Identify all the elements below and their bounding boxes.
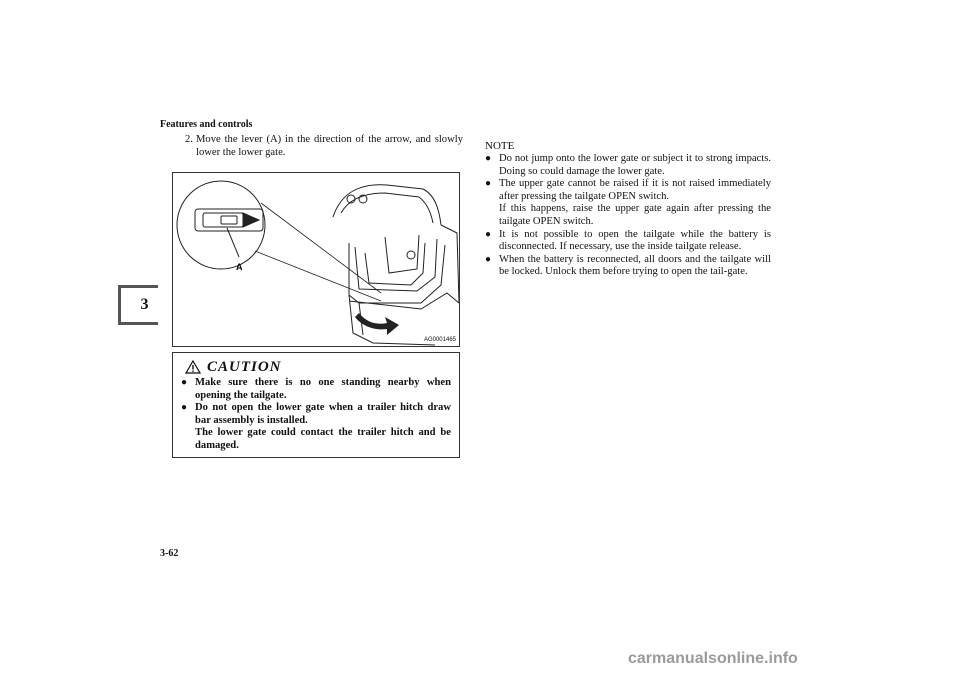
note-item [485, 178, 771, 228]
note-item [485, 254, 771, 279]
bullet-icon: ● [485, 228, 492, 240]
note-text: When the battery is reconnected, all doors and the tailgate will be locked. Unlock them before trying to open the tail-gate. [499, 253, 771, 278]
figure-code: AG0001465 [423, 337, 456, 343]
note-section [485, 140, 771, 279]
chapter-tab [118, 285, 158, 325]
caution-text: The lower gate could contact the trailer hitch and be damaged. [195, 427, 451, 451]
step-text: Move the lever (A) in the direction of the arrow, and slowly lower the lower gate. [196, 134, 463, 158]
caution-text: Do not open the lower gate when a trailer hitch draw bar assembly is installed. [195, 402, 451, 426]
caution-text: Make sure there is no one standing nearby when opening the tailgate. [195, 377, 451, 401]
note-item [485, 229, 771, 254]
warning-triangle-icon [185, 360, 201, 374]
lever-detail-inset [177, 181, 265, 269]
tailgate-drawing [173, 173, 460, 347]
note-text: If this happens, raise the upper gate again after pressing the tailgate OPEN switch. [499, 203, 771, 227]
note-text: Do not jump onto the lower gate or subject it to strong impacts. Doing so could damage the lower gate. [499, 153, 771, 177]
watermark[interactable]: carmanualsonline.info [628, 650, 798, 667]
note-text: It is not possible to open the tailgate while the battery is disconnected. If necessary, use the inside tailgate release. [499, 228, 771, 253]
bullet-icon: ● [485, 178, 492, 190]
step-instruction [185, 133, 463, 159]
caution-item [181, 402, 451, 452]
chapter-number: 3 [140, 296, 149, 313]
note-title: NOTE [485, 140, 515, 152]
caution-title: CAUTION [207, 358, 282, 375]
note-text: The upper gate cannot be raised if it is not raised immediately after pressing the tailgate OPEN switch. [499, 178, 771, 202]
page-number: 3-62 [160, 548, 179, 559]
callout-a: A [236, 262, 243, 272]
note-item [485, 153, 771, 178]
leader-lines [255, 203, 381, 301]
tailgate-illustration [172, 172, 460, 347]
caution-box [172, 352, 460, 458]
bullet-icon: ● [485, 253, 492, 265]
caution-item [181, 377, 451, 402]
vehicle-rear [333, 185, 459, 345]
bullet-icon: ● [485, 153, 492, 164]
bullet-icon: ● [181, 377, 188, 388]
bullet-icon: ● [181, 402, 188, 413]
section-title: Features and controls [160, 119, 253, 130]
step-number: 2. [185, 134, 193, 145]
